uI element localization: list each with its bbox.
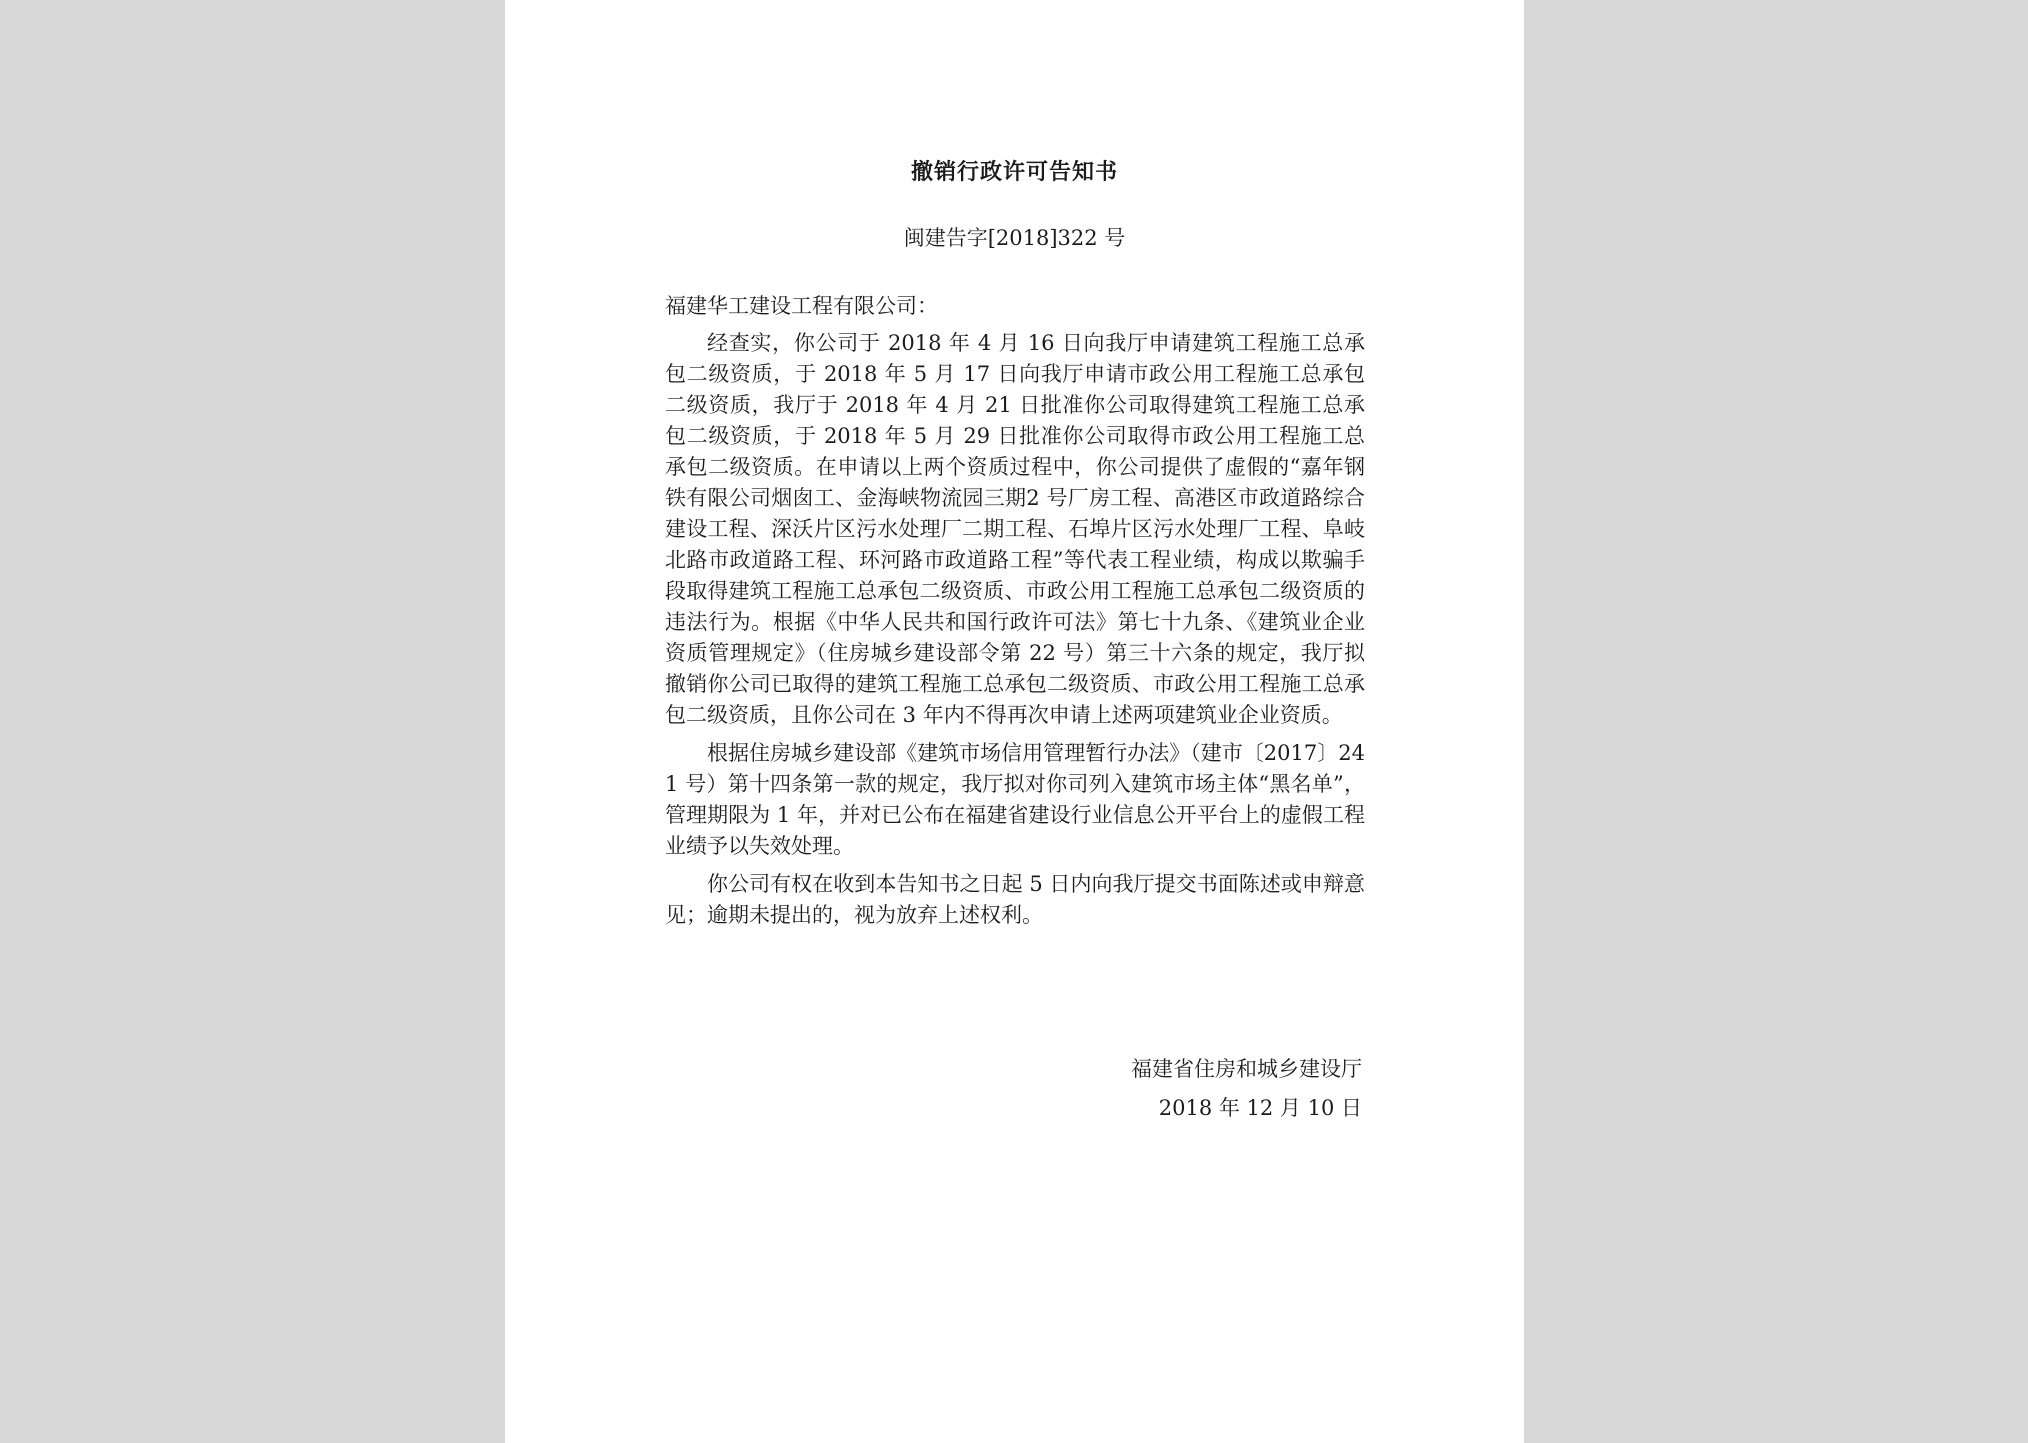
document-number: 闽建告字[2018]322 号 [903,226,1126,250]
issue-date: 2018 年 12 月 10 日 [1158,1096,1362,1120]
paragraph-rights: 你公司有权在收到本告知书之日起 5 日内向我厅提交书面陈述或申辩意见；逾期未提出的，视为放弃上述权利。 [665,872,1365,927]
document-body [665,328,1365,938]
issuer-name: 福建省住房和城乡建设厅 [1131,1057,1362,1081]
addressee: 福建华工建设工程有限公司： [665,294,938,318]
document-title: 撤销行政许可告知书 [910,159,1118,185]
document-page [505,0,1524,1443]
signature-block [1131,1050,1362,1128]
paragraph-findings: 经查实，你公司于 2018 年 4 月 16 日向我厅申请建筑工程施工总承包二级资质，于 2018 年 5 月 17 日向我厅申请市政公用工程施工总承包二级资质，我厅于 2018 年 4 月 21 日批准你公司取得建筑工程施工总承包二级资质，于 2018 年 5 月 29 日批准你公司取得市政公用工程施工总承包二级资质。在申请以上两个资质过程中，你公司提供了虚假的“嘉年钢铁有限公司烟囱工、金海峡物流园三期2 号厂房工程、高港区市政道路综合建设工程、深沃片区污水处理厂二期工程、石埠片区污水处理厂工程、阜岐北路市政道路工程、环河路市政道路工程”等代表工程业绩，构成以欺骗手段取得建筑工程施工总承包二级资质、市政公用工程施工总承包二级资质的违法行为。根据《中华人民共和国行政许可法》第七十九条、《建筑业企业资质管理规定》（住房城乡建设部令第 22 号）第三十六条的规定，我厅拟撤销你公司已取得的建筑工程施工总承包二级资质、市政公用工程施工总承包二级资质，且你公司在 3 年内不得再次申请上述两项建筑业企业资质。 [665,331,1365,727]
paragraph-blacklist: 根据住房城乡建设部《建筑市场信用管理暂行办法》（建市〔2017〕241 号）第十四条第一款的规定，我厅拟对你司列入建筑市场主体“黑名单”，管理期限为 1 年，并对已公布在福建省建设行业信息公开平台上的虚假工程业绩予以失效处理。 [665,741,1365,858]
